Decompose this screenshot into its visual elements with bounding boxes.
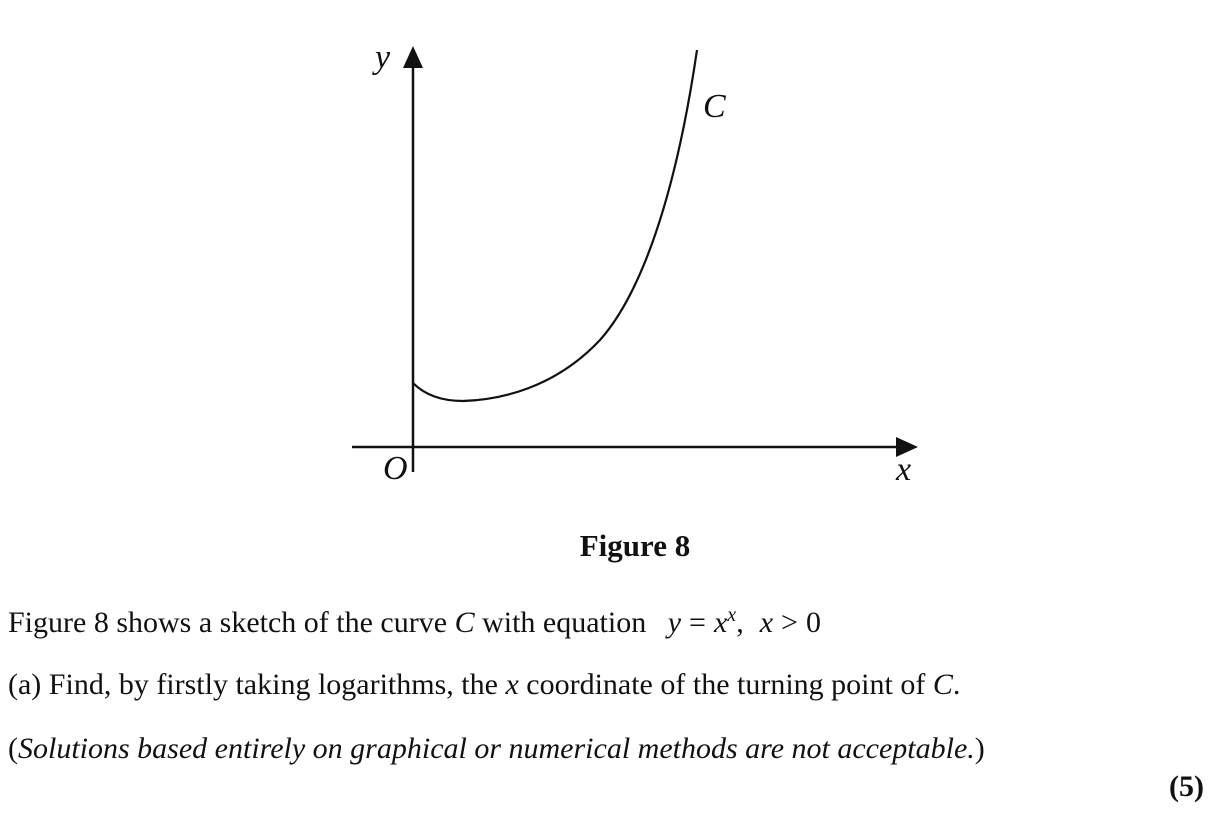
eq-exponent: x — [727, 604, 737, 626]
x-axis-label: x — [896, 451, 912, 488]
part-a-curve-name: C — [932, 668, 953, 701]
intro-line — [8, 604, 821, 640]
part-a-line — [8, 668, 960, 702]
note-line — [8, 732, 985, 766]
origin-label: O — [383, 450, 408, 487]
equation — [668, 606, 821, 639]
intro-text-pre: Figure 8 shows a sketch of the curve — [8, 606, 455, 639]
part-a-x: x — [505, 668, 519, 701]
part-a-text-pre: (a) Find, by firstly taking logarithms, the — [8, 668, 506, 701]
figure-caption: Figure 8 — [579, 528, 691, 563]
note-close-paren: ) — [974, 732, 985, 765]
eq-base: x — [713, 606, 728, 639]
intro-curve-name: C — [454, 606, 475, 639]
eq-y: y — [667, 606, 682, 639]
eq-zero: 0 — [805, 606, 821, 639]
part-a-text-end: . — [952, 668, 961, 701]
eq-greater-than: > — [781, 606, 798, 639]
y-axis-label: y — [375, 39, 391, 76]
part-a-text-mid: coordinate of the turning point of — [518, 668, 933, 701]
note-body: Solutions based entirely on graphical or numerical methods are not acceptable. — [18, 732, 975, 765]
intro-text-mid: with equation — [474, 606, 647, 639]
note-open-paren: ( — [8, 732, 18, 765]
curve-label: C — [703, 88, 726, 125]
y-axis-arrowhead — [403, 46, 423, 68]
eq-equals: = — [689, 606, 706, 639]
eq-x: x — [759, 606, 774, 639]
curve-c — [413, 50, 697, 401]
marks-allocation: (5) — [1169, 770, 1204, 803]
eq-comma: , — [736, 606, 744, 639]
